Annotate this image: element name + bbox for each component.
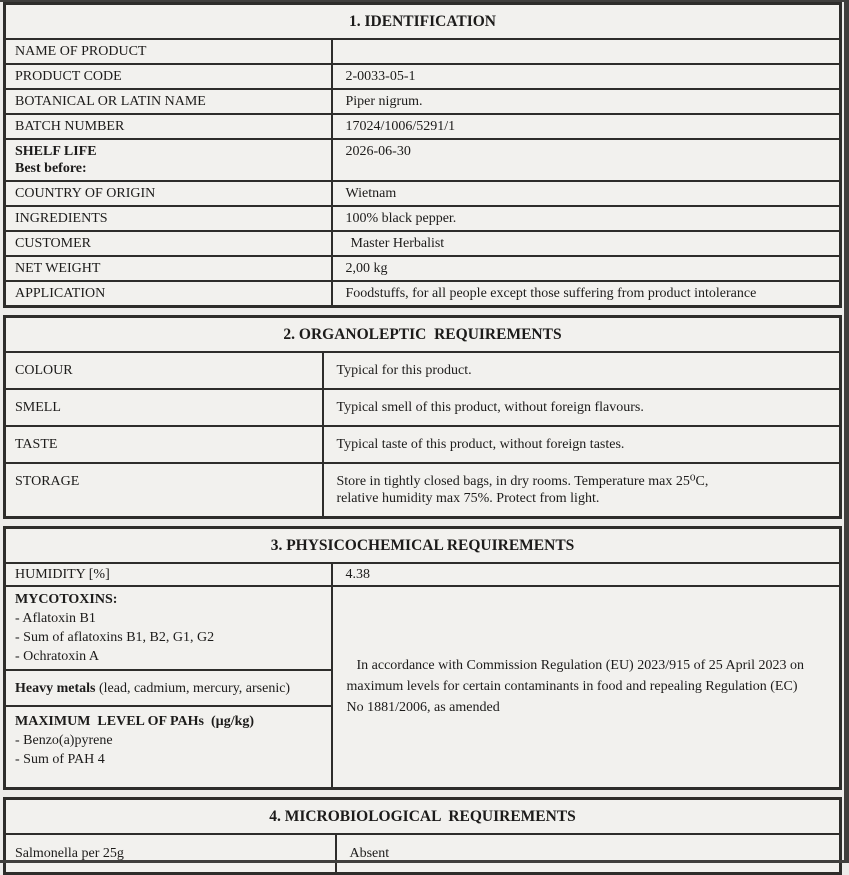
label-shelf-life	[5, 139, 332, 181]
label-country-of-origin: COUNTRY OF ORIGIN	[5, 181, 332, 206]
value-storage: Store in tightly closed bags, in dry rooms. Temperature max 25⁰C, relative humidity max 75%. Protect from light.	[323, 463, 841, 518]
table-row	[5, 139, 841, 181]
table-row	[5, 39, 841, 64]
label-pahs	[5, 706, 332, 788]
label-storage: STORAGE	[5, 463, 323, 518]
shelf-life-line2: Best before:	[15, 160, 321, 177]
table-row	[5, 181, 841, 206]
heavy-metals-bold: Heavy metals	[15, 681, 95, 696]
section-header-row	[5, 528, 841, 564]
value-shelf-life: 2026-06-30	[332, 139, 841, 181]
physicochemical-table	[3, 526, 842, 790]
section-title-physicochemical: 3. PHYSICOCHEMICAL REQUIREMENTS	[5, 528, 841, 564]
value-batch-number: 17024/1006/5291/1	[332, 114, 841, 139]
label-mycotoxins	[5, 586, 332, 670]
label-application: APPLICATION	[5, 281, 332, 307]
section-title-organoleptic: 2. ORGANOLEPTIC REQUIREMENTS	[5, 317, 841, 353]
mycotoxin-item: - Sum of aflatoxins B1, B2, G1, G2	[15, 628, 321, 647]
table-row	[5, 231, 841, 256]
label-humidity: HUMIDITY [%]	[5, 563, 332, 586]
table-row	[5, 64, 841, 89]
table-row	[5, 563, 841, 586]
pah-item: - Benzo(a)pyrene	[15, 731, 321, 750]
label-batch-number: BATCH NUMBER	[5, 114, 332, 139]
label-salmonella: Salmonella per 25g	[5, 834, 336, 874]
label-customer: CUSTOMER	[5, 231, 332, 256]
pahs-title: MAXIMUM LEVEL OF PAHs (µg/kg)	[15, 712, 321, 731]
value-salmonella: Absent	[336, 834, 841, 874]
label-smell: SMELL	[5, 389, 323, 426]
mycotoxin-item: - Ochratoxin A	[15, 647, 321, 666]
table-row	[5, 89, 841, 114]
table-row	[5, 352, 841, 389]
value-botanical-name: Piper nigrum.	[332, 89, 841, 114]
page-edge-top	[0, 0, 849, 2]
table-row	[5, 834, 841, 874]
table-row	[5, 389, 841, 426]
value-country-of-origin: Wietnam	[332, 181, 841, 206]
label-taste: TASTE	[5, 426, 323, 463]
label-product-code: PRODUCT CODE	[5, 64, 332, 89]
table-row	[5, 206, 841, 231]
regulation-note: In accordance with Commission Regulation (EU) 2023/915 of 25 April 2023 on maximum levels for certain contaminants in food and repealing Regulation (EC) No 1881/2006, as amended	[332, 586, 841, 788]
section-title-microbiological: 4. MICROBIOLOGICAL REQUIREMENTS	[5, 798, 841, 834]
table-row	[5, 586, 841, 670]
value-customer: Master Herbalist	[332, 231, 841, 256]
table-row	[5, 256, 841, 281]
mycotoxins-title: MYCOTOXINS:	[15, 590, 321, 609]
section-title-identification: 1. IDENTIFICATION	[5, 4, 841, 40]
value-smell: Typical smell of this product, without foreign flavours.	[323, 389, 841, 426]
value-taste: Typical taste of this product, without foreign tastes.	[323, 426, 841, 463]
value-humidity: 4.38	[332, 563, 841, 586]
section-header-row	[5, 317, 841, 353]
mycotoxin-item: - Aflatoxin B1	[15, 609, 321, 628]
identification-table	[3, 2, 842, 308]
shelf-life-line1: SHELF LIFE	[15, 143, 321, 160]
heavy-metals-rest: (lead, cadmium, mercury, arsenic)	[95, 681, 290, 696]
table-row	[5, 463, 841, 518]
label-colour: COLOUR	[5, 352, 323, 389]
pah-item: - Sum of PAH 4	[15, 750, 321, 769]
label-net-weight: NET WEIGHT	[5, 256, 332, 281]
value-colour: Typical for this product.	[323, 352, 841, 389]
value-ingredients: 100% black pepper.	[332, 206, 841, 231]
value-net-weight: 2,00 kg	[332, 256, 841, 281]
organoleptic-table	[3, 315, 842, 519]
microbiological-table	[3, 797, 842, 875]
label-name-of-product: NAME OF PRODUCT	[5, 39, 332, 64]
table-row	[5, 426, 841, 463]
label-heavy-metals	[5, 670, 332, 706]
value-product-code: 2-0033-05-1	[332, 64, 841, 89]
label-botanical-name: BOTANICAL OR LATIN NAME	[5, 89, 332, 114]
label-ingredients: INGREDIENTS	[5, 206, 332, 231]
table-row	[5, 281, 841, 307]
section-header-row	[5, 4, 841, 40]
table-row	[5, 114, 841, 139]
value-application: Foodstuffs, for all people except those suffering from product intolerance	[332, 281, 841, 307]
value-name-of-product	[332, 39, 841, 64]
section-header-row	[5, 798, 841, 834]
page-edge-right	[844, 0, 849, 863]
